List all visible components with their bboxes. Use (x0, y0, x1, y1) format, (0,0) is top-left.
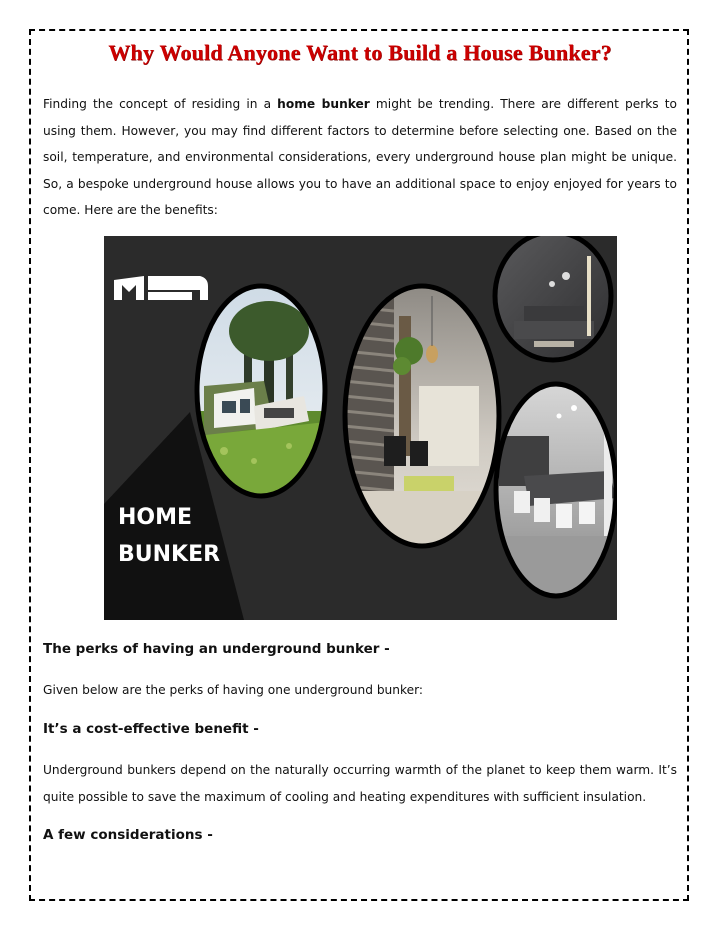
section-heading-cost-effective: It’s a cost-effective benefit - (43, 721, 259, 737)
overlay-home-text: HOME (118, 505, 193, 530)
section-text-perks: Given below are the perks of having one underground bunker: (43, 683, 424, 697)
intro-bold-term: home bunker (277, 97, 370, 111)
section-heading-perks: The perks of having an underground bunker - (43, 641, 390, 657)
intro-text-end: might be trending. There are different perks to using them. However, you may find different factors to determine before selecting one. Based on the soil, temperature, and environmental considerations, every underground house plan might be unique. So, a bespoke underground house allows you to have an additional space to enjoy enjoyed for years to come. Here are the benefits: (43, 97, 677, 217)
intro-paragraph (43, 91, 677, 224)
chair (514, 491, 530, 513)
pendant-lamp (426, 345, 438, 363)
overlay-bunker-text: BUNKER (118, 542, 221, 567)
section-text-cost-effective: Underground bunkers depend on the naturally occurring warmth of the planet to keep them warm. It’s quite possible to save the maximum of cooling and heating expenditures with sufficient insulation. (43, 763, 677, 804)
home-bunker-image (104, 236, 617, 620)
section-heading-considerations: A few considerations - (43, 827, 213, 843)
document-title: Why Would Anyone Want to Build a House Bunker? (108, 40, 612, 65)
intro-text-start: Finding the concept of residing in a (43, 97, 278, 111)
chair (384, 436, 406, 466)
